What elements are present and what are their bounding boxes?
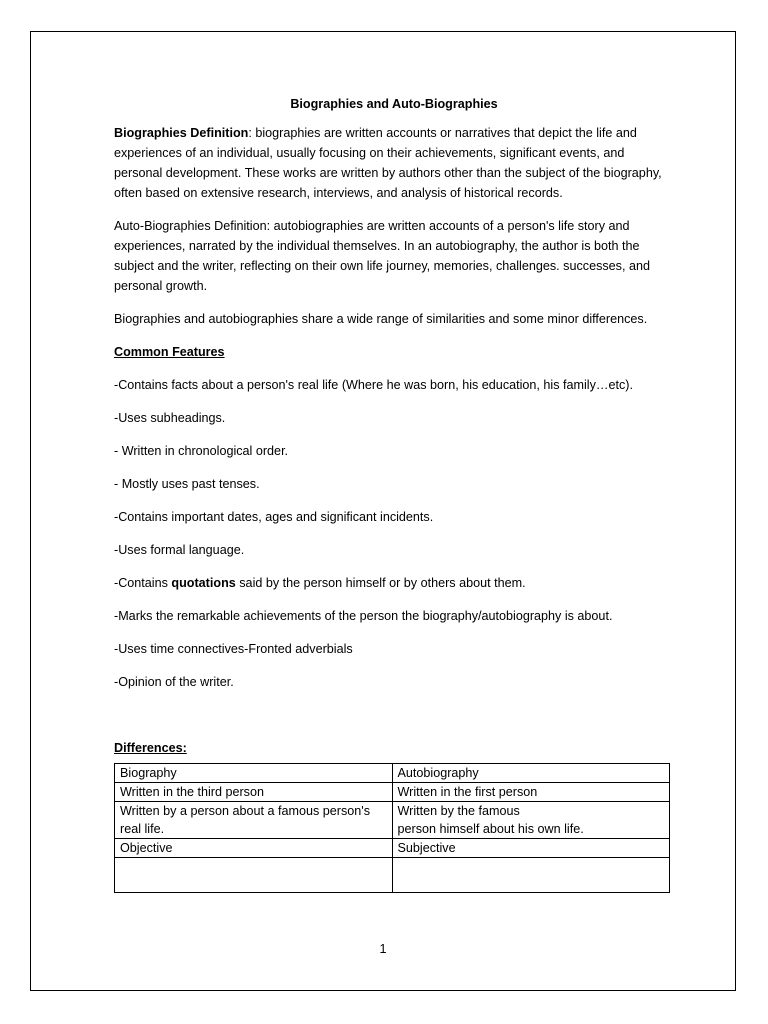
feature-item: -Opinion of the writer. [114, 675, 234, 689]
table-cell: Written in the third person [115, 783, 393, 802]
feature-item-bold-text: quotations [171, 576, 236, 590]
feature-item: -Uses subheadings. [114, 411, 226, 425]
table-row-empty [115, 858, 670, 893]
table-row [115, 783, 670, 802]
section-spacer [114, 705, 674, 738]
feature-item: -Marks the remarkable achievements of the person the biography/autobiography is about. [114, 609, 613, 623]
feature-item: - Written in chronological order. [114, 444, 289, 458]
differences-table [114, 763, 670, 893]
table-cell: Subjective [392, 839, 670, 858]
table-cell: Objective [115, 839, 393, 858]
feature-item: -Uses time connectives-Fronted adverbials [114, 642, 353, 656]
document-title: Biographies and Auto-Biographies [290, 97, 498, 111]
table-cell: Written by a person about a famous person's real life. [115, 802, 393, 839]
common-features-heading: Common Features [114, 345, 225, 359]
table-row [115, 764, 670, 783]
page-number: 1 [379, 942, 387, 956]
table-cell: Biography [115, 764, 393, 783]
table-cell: Autobiography [392, 764, 670, 783]
differences-heading: Differences: [114, 741, 187, 755]
biography-definition-text: : biographies are written accounts or narratives that depict the life and experiences of an individual, usually focusing on their achievements, significant events, and personal development. These works are written by authors other than the subject of the biography, often based on extensive research, interviews, and analysis of historical records. [114, 126, 662, 200]
table-row [115, 839, 670, 858]
feature-item: -Uses formal language. [114, 543, 245, 557]
biography-definition-label: Biographies Definition [114, 126, 249, 140]
table-cell: Written in the first person [392, 783, 670, 802]
feature-item-text: -Contains [114, 576, 172, 590]
feature-item-quotations [114, 573, 674, 593]
biography-definition-paragraph [114, 123, 674, 203]
table-cell [392, 858, 670, 893]
table-cell: Written by the famous person himself about his own life. [392, 802, 670, 839]
feature-item-text: said by the person himself or by others about them. [235, 576, 526, 590]
feature-item: - Mostly uses past tenses. [114, 477, 260, 491]
feature-item: -Contains facts about a person's real life (Where he was born, his education, his family…etc). [114, 378, 633, 392]
table-cell [115, 858, 393, 893]
intro-sentence: Biographies and autobiographies share a wide range of similarities and some minor differences. [114, 312, 648, 326]
autobiography-definition-paragraph: Auto-Biographies Definition: autobiographies are written accounts of a person's life story and experiences, narrated by the individual themselves. In an autobiography, the author is both the subject and the writer, reflecting on their own life journey, memories, challenges. successes, and personal growth. [114, 219, 650, 293]
document-page [30, 31, 736, 991]
feature-item: -Contains important dates, ages and significant incidents. [114, 510, 434, 524]
table-row [115, 802, 670, 839]
document-body [114, 94, 674, 893]
